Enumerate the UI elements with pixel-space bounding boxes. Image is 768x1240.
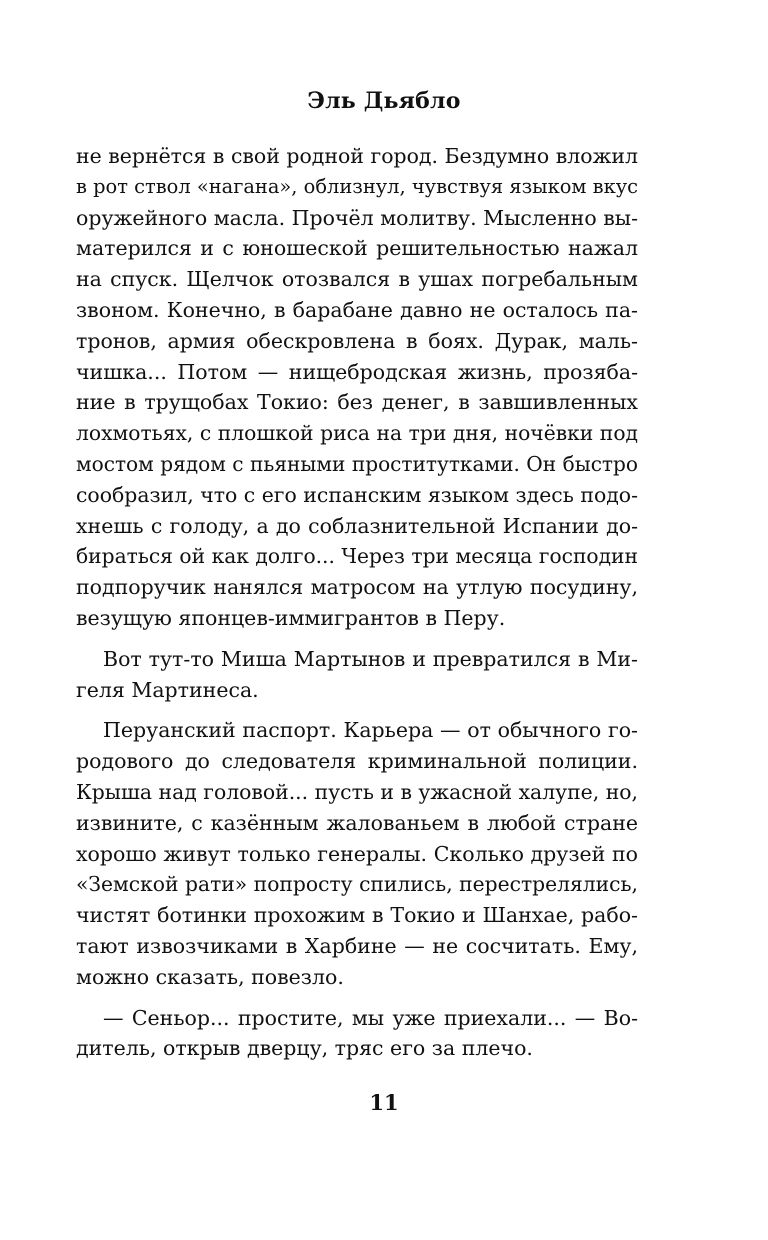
text-line: Перуанский паспорт. Карьера — от обычного го- bbox=[103, 718, 638, 743]
text-line: тронов, армия обескровлена в боях. Дурак, маль- bbox=[76, 328, 638, 353]
paragraph-4 bbox=[76, 1003, 638, 1065]
paragraph-1 bbox=[76, 141, 638, 634]
text-line: дитель, открыв дверцу, тряс его за плечо. bbox=[76, 1036, 533, 1061]
paragraph-2 bbox=[76, 644, 638, 706]
text-line: на спуск. Щелчок отозвался в ушах погребальным bbox=[76, 267, 638, 292]
text-line: — Сеньор... простите, мы уже приехали... — Во- bbox=[103, 1005, 638, 1030]
text-line: чишка... Потом — нищебродская жизнь, прозяба- bbox=[76, 359, 638, 384]
paragraph-3 bbox=[76, 715, 638, 992]
text-line: мостом рядом с пьяными проститутками. Он быстро bbox=[76, 451, 638, 476]
text-line: можно сказать, повезло. bbox=[76, 964, 344, 989]
text-line: извините, с казённым жалованьем в любой стране bbox=[76, 810, 638, 835]
text-line: родового до следователя криминальной полиции. bbox=[76, 749, 638, 774]
text-line: в рот ствол «нагана», облизнул, чувствуя языком вкус bbox=[76, 174, 638, 198]
text-line: тают извозчиками в Харбине — не сосчитать. Ему, bbox=[76, 933, 638, 958]
text-line: бираться ой как долго... Через три месяца господин bbox=[76, 544, 638, 569]
page-number: 11 bbox=[369, 1090, 399, 1115]
text-line: оружейного масла. Прочёл молитву. Мысленно вы- bbox=[76, 205, 638, 230]
text-line: ние в трущобах Токио: без денег, в завшивленных bbox=[76, 390, 638, 415]
body-text bbox=[76, 141, 638, 1074]
text-line: чистят ботинки прохожим в Токио и Шанхае, рабо- bbox=[76, 903, 638, 928]
text-line: матерился и с юношеской решительностью нажал bbox=[76, 236, 638, 261]
text-line: подпоручик нанялся матросом на утлую посудину, bbox=[76, 575, 638, 600]
running-head: Эль Дьябло bbox=[307, 88, 461, 114]
text-line: Крыша над головой... пусть и в ужасной халупе, но, bbox=[76, 779, 638, 804]
text-line: геля Мартинеса. bbox=[76, 677, 259, 702]
text-line: хорошо живут только генералы. Сколько друзей по bbox=[76, 841, 638, 866]
text-line: везущую японцев-иммигрантов в Перу. bbox=[76, 605, 506, 630]
text-line: Вот тут-то Миша Мартынов и превратился в Ми- bbox=[103, 646, 638, 671]
text-line: не вернётся в свой родной город. Бездумно вложил bbox=[76, 144, 638, 168]
text-line: «Земской рати» попросту спились, перестрелялись, bbox=[76, 872, 638, 897]
text-line: лохмотьях, с плошкой риса на три дня, ночёвки под bbox=[76, 421, 638, 446]
text-line: хнешь с голоду, а до соблазнительной Испании до- bbox=[76, 513, 638, 538]
text-line: сообразил, что с его испанским языком здесь подо- bbox=[76, 482, 638, 507]
text-line: звоном. Конечно, в барабане давно не осталось па- bbox=[76, 297, 638, 322]
